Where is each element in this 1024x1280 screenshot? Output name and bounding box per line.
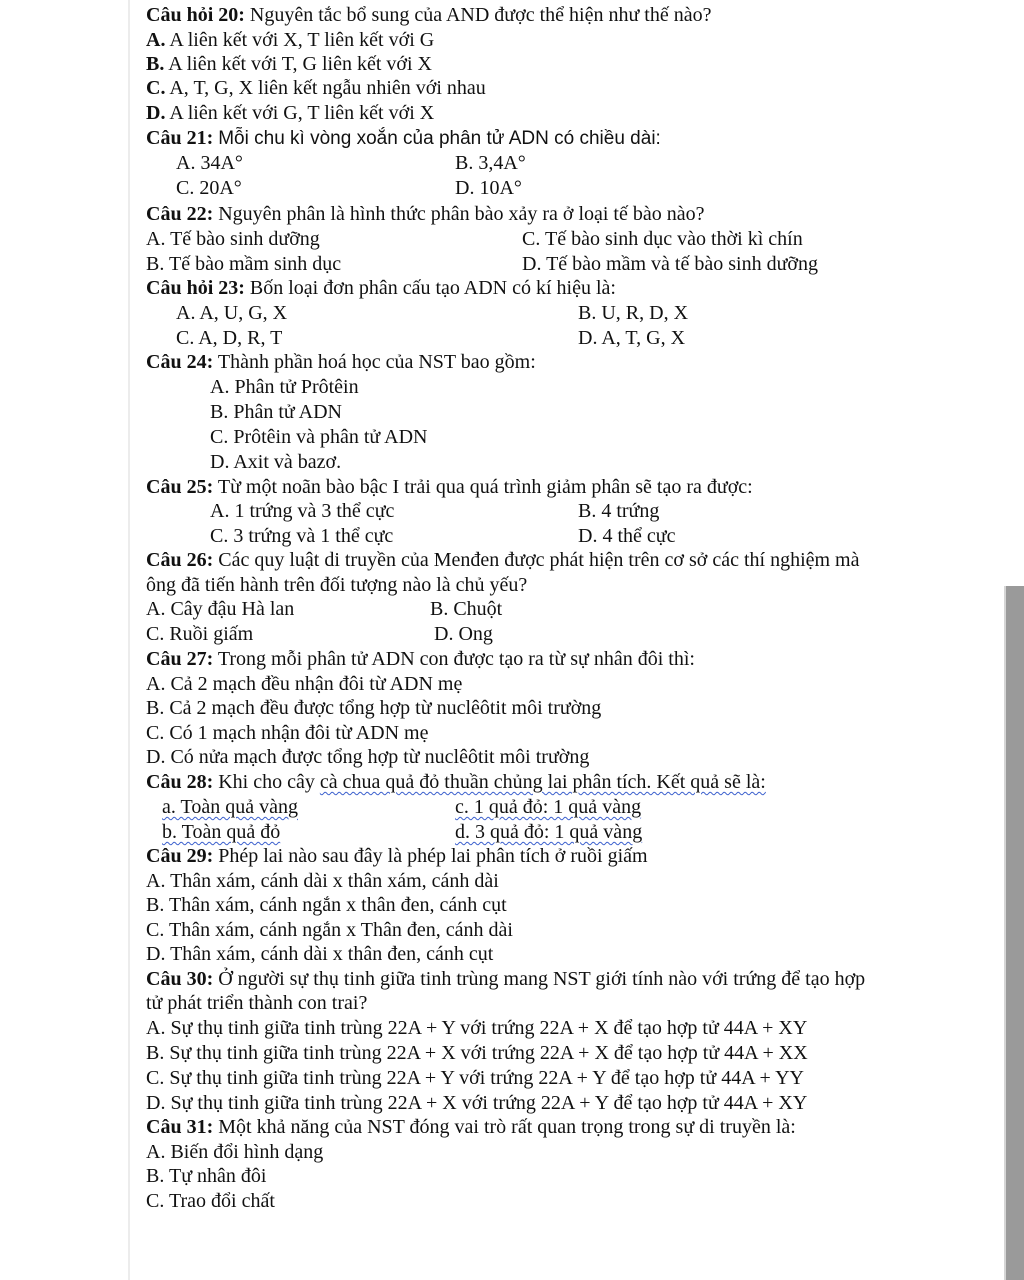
question-text-continued: ông đã tiến hành trên đối tượng nào là chủ yếu? [146,574,528,596]
question-text: Thành phần hoá học của NST bao gồm: [217,351,536,373]
question-24 [146,350,536,374]
question-text: Mỗi chu kì vòng xoắn của phân tử ADN có chiều dài: [218,128,661,149]
answer-option: A. Thân xám, cánh dài x thân xám, cánh dài [146,870,499,892]
question-text: Khi cho cây [218,771,320,793]
answer-option: D. Thân xám, cánh dài x thân đen, cánh cụt [146,943,494,965]
answer-option: C. Trao đổi chất [146,1190,275,1212]
question-text: Phép lai nào sau đây là phép lai phân tích ở ruồi giấm [218,845,648,867]
question-label: Câu 24: [146,351,214,373]
question-text: Nguyên tắc bổ sung của AND được thể hiện như thế nào? [249,4,712,26]
answer-option: C. Có 1 mạch nhận đôi từ ADN mẹ [146,722,429,744]
answer-option: B. Cả 2 mạch đều được tổng hợp từ nuclêôtit môi trường [146,697,602,719]
answer-option: C. A, T, G, X liên kết ngẫu nhiên với nhau [146,77,486,99]
answer-option: A. Sự thụ tinh giữa tinh trùng 22A + Y với trứng 22A + X để tạo hợp tử 44A + XY [146,1017,808,1039]
question-31 [146,1115,796,1139]
answer-option: B. Phân tử ADN [210,401,342,423]
answer-option: D. Sự thụ tinh giữa tinh trùng 22A + X với trứng 22A + Y để tạo hợp tử 44A + XY [146,1092,808,1114]
question-26 [146,548,860,572]
question-20 [146,3,712,27]
answer-option: C. 20A° [176,177,242,199]
spellcheck-underlined-text: cà chua quả đỏ thuần chủng lai phân tích. Kết quả sẽ là: [319,771,766,793]
answer-option: B. 4 trứng [578,500,660,522]
question-29 [146,844,648,868]
question-text-continued: tử phát triển thành con trai? [146,992,368,1014]
answer-option: D. Tế bào mầm và tế bào sinh dưỡng [522,253,818,275]
answer-option: C. Ruồi giấm [146,623,254,645]
answer-option: B. 3,4A° [455,152,526,174]
question-text: Một khả năng của NST đóng vai trò rất quan trọng trong sự di truyền là: [218,1116,796,1138]
answer-option: B. U, R, D, X [578,302,689,324]
answer-option: A. 34A° [176,152,243,174]
question-23 [146,276,616,300]
answer-option: B. Sự thụ tinh giữa tinh trùng 22A + X với trứng 22A + X để tạo hợp tử 44A + XX [146,1042,808,1064]
question-28 [146,770,766,794]
answer-option: d. 3 quả đỏ: 1 quả vàng [455,821,643,843]
answer-option: A. Phân tử Prôtêin [210,376,359,398]
answer-option: A. A liên kết với X, T liên kết với G [146,29,435,51]
answer-option: D. 4 thể cực [578,525,676,547]
question-27 [146,647,695,671]
question-text: Từ một noãn bào bậc I trải qua quá trình giảm phân sẽ tạo ra được: [217,476,753,498]
answer-option: A. Biến đổi hình dạng [146,1141,324,1163]
question-30 [146,967,865,991]
answer-option: A. Cả 2 mạch đều nhận đôi từ ADN mẹ [146,673,463,695]
question-label: Câu 25: [146,476,214,498]
question-label: Câu hỏi 20: [146,4,245,26]
answer-option: C. Tế bào sinh dục vào thời kì chín [522,228,803,250]
answer-option: C. Thân xám, cánh ngắn x Thân đen, cánh dài [146,919,513,941]
answer-option: D. Axit và bazơ. [210,451,342,473]
answer-option: D. A liên kết với G, T liên kết với X [146,102,435,124]
answer-option: D. 10A° [455,177,522,199]
answer-option: a. Toàn quả vàng [162,796,298,818]
scrollbar[interactable] [1006,586,1024,1280]
answer-option: A. Tế bào sinh dưỡng [146,228,320,250]
answer-option: C. 3 trứng và 1 thể cực [210,525,394,547]
answer-option: b. Toàn quả đỏ [162,821,281,843]
answer-option: B. Chuột [430,598,503,620]
question-22 [146,202,705,226]
answer-option: B. Thân xám, cánh ngắn x thân đen, cánh cụt [146,894,507,916]
question-25 [146,475,753,499]
question-label: Câu 30: [146,968,214,990]
answer-option: c. 1 quả đỏ: 1 quả vàng [455,796,642,818]
question-label: Câu 29: [146,845,214,867]
answer-option: B. Tự nhân đôi [146,1165,267,1187]
question-label: Câu 21: [146,127,214,149]
question-text: Trong mỗi phân tử ADN con được tạo ra từ sự nhân đôi thì: [217,648,695,670]
answer-option: A. 1 trứng và 3 thể cực [210,500,395,522]
question-label: Câu 31: [146,1116,214,1138]
question-label: Câu 27: [146,648,214,670]
question-label: Câu 28: [146,771,214,793]
question-label: Câu 22: [146,203,214,225]
answer-option: D. Ong [434,623,493,645]
question-21 [146,126,661,151]
question-label: Câu hỏi 23: [146,277,245,299]
answer-option: B. Tế bào mầm sinh dục [146,253,342,275]
question-text: Ở người sự thụ tinh giữa tinh trùng mang NST giới tính nào với trứng để tạo hợp [218,968,866,990]
answer-option: A. Cây đậu Hà lan [146,598,295,620]
question-text: Nguyên phân là hình thức phân bào xảy ra ở loại tế bào nào? [218,203,705,225]
page-left-edge [128,0,130,1280]
answer-option: A. A, U, G, X [176,302,288,324]
question-text: Bốn loại đơn phân cấu tạo ADN có kí hiệu là: [249,277,616,299]
answer-option: C. Sự thụ tinh giữa tinh trùng 22A + Y với trứng 22A + Y để tạo hợp tử 44A + YY [146,1067,804,1089]
answer-option: B. A liên kết với T, G liên kết với X [146,53,432,75]
answer-option: C. A, D, R, T [176,327,283,349]
question-text: Các quy luật di truyền của Menđen được phát hiện trên cơ sở các thí nghiệm mà [218,549,860,571]
answer-option: D. A, T, G, X [578,327,686,349]
question-label: Câu 26: [146,549,214,571]
answer-option: C. Prôtêin và phân tử ADN [210,426,428,448]
answer-option: D. Có nửa mạch được tổng hợp từ nuclêôtit môi trường [146,746,590,768]
